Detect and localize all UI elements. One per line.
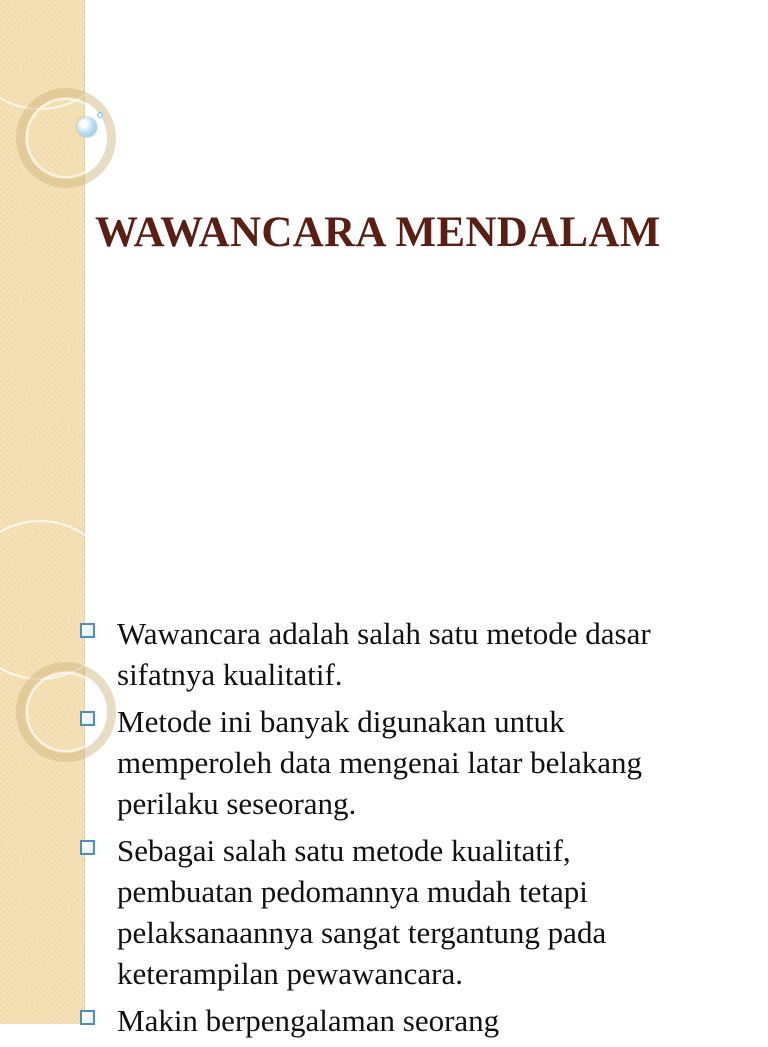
bullet-item xyxy=(78,1000,758,1041)
bullet-list xyxy=(78,613,758,1047)
bullet-text-line: pembuatan pedomannya mudah tetapi xyxy=(117,874,588,909)
bullet-item xyxy=(78,701,758,824)
bullet-text-line: sifatnya kualitatif. xyxy=(117,657,343,692)
small-bubble-decoration-icon xyxy=(97,112,103,118)
bullet-item xyxy=(78,613,758,695)
square-bullet-icon xyxy=(80,840,95,855)
bullet-item xyxy=(78,830,758,994)
bullet-text-line: pelaksanaannya sangat tergantung pada xyxy=(117,915,607,950)
square-bullet-icon xyxy=(80,623,95,638)
slide-title: WAWANCARA MENDALAM xyxy=(95,209,661,256)
bullet-text-line: memperoleh data mengenai latar belakang xyxy=(117,745,643,780)
bullet-text-line: Makin berpengalaman seorang xyxy=(117,1003,500,1038)
decorative-sidebar xyxy=(0,0,85,1024)
bullet-text-line: Metode ini banyak digunakan untuk xyxy=(117,704,565,739)
bullet-text-line: Sebagai salah satu metode kualitatif, xyxy=(117,833,571,868)
ring-decoration-icon xyxy=(26,98,106,178)
bullet-text-line: keterampilan pewawancara. xyxy=(117,956,463,991)
bubble-decoration-icon xyxy=(77,117,97,137)
bullet-text-line: perilaku seseorang. xyxy=(117,786,357,821)
square-bullet-icon xyxy=(80,711,95,726)
bullet-text-line: Wawancara adalah salah satu metode dasar xyxy=(117,616,651,651)
square-bullet-icon xyxy=(80,1010,95,1025)
